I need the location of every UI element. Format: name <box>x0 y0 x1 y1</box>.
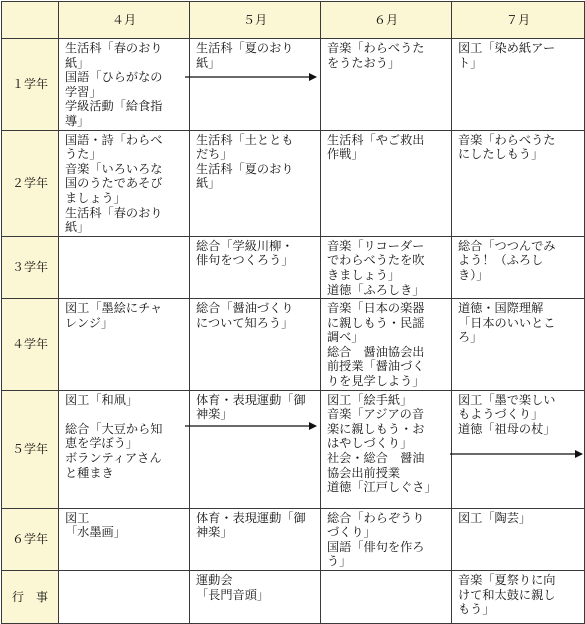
activity-text-line: 生活科「春のおり <box>65 205 163 220</box>
activity-text-line: 音楽「わらべうた <box>327 41 425 55</box>
activity-text-line: 社会・総合 醤油 <box>327 451 425 466</box>
row-label-grade-3: ３学年 <box>2 236 59 298</box>
activity-text-line: 図工「和凧」 <box>65 392 139 407</box>
activity-text-line: ろ」 <box>458 330 483 345</box>
cell-events-june <box>321 571 452 624</box>
cell-grade-1-may <box>190 39 321 131</box>
activity-text-line: 協会出前授業 <box>327 465 401 480</box>
activity-text-line: 神楽」 <box>196 525 233 540</box>
activity-text-line: 総合「学級川柳・ <box>196 238 294 253</box>
cell-grade-4-june <box>321 299 452 391</box>
activity-text-line: 音楽「アジアの音 <box>327 407 425 422</box>
activity-text-line: ボランティアさん <box>65 451 162 466</box>
row-events <box>2 571 585 624</box>
cell-grade-3-june <box>321 236 452 298</box>
activity-text-line: うた」 <box>65 147 102 162</box>
curriculum-schedule-table <box>1 1 585 624</box>
month-header-april: ４月 <box>59 2 190 39</box>
activity-text-line: をうたおう」 <box>327 55 401 70</box>
activity-text-line: 図工「陶芸」 <box>458 510 532 525</box>
cell-grade-4-april <box>59 299 190 391</box>
corner-cell <box>2 2 59 39</box>
activity-text-line: 運動会 <box>196 573 233 588</box>
activity-text-line: 生活科「夏のおり <box>196 161 294 176</box>
activity-text-line: 学級活動「給食指 <box>65 99 163 114</box>
row-label-grade-2: ２学年 <box>2 130 59 236</box>
activity-text-line: 音楽「日本の楽器 <box>327 301 425 316</box>
cell-grade-6-april <box>59 508 190 570</box>
activity-text-line: 総合「つつんでみ <box>458 238 556 253</box>
activity-text-line: 音楽「リコーダー <box>327 238 425 253</box>
activity-text-line: よう！（ふろし <box>458 253 544 268</box>
activity-text-line: 紙」 <box>196 55 221 70</box>
activity-text-line: けて和太鼓に親し <box>458 587 556 602</box>
activity-text-line: 紙」 <box>196 176 221 191</box>
activity-text-line: 道徳「ふろしき」 <box>327 282 425 297</box>
activity-text-line: きましょう」 <box>327 267 401 282</box>
row-label-grade-6: ６学年 <box>2 508 59 570</box>
row-label-grade-1: １学年 <box>2 39 59 131</box>
cell-grade-3-july <box>452 236 585 298</box>
activity-text-line: 音楽「夏祭りに向 <box>458 573 556 588</box>
activity-text-line: もようづくり」 <box>458 407 544 422</box>
activity-text-line: 道徳「江戸しぐさ」 <box>327 480 437 495</box>
activity-text-line: りを見学しよう」 <box>327 374 425 389</box>
activity-text-line: き）」 <box>458 267 489 282</box>
month-header-june: ６月 <box>321 2 452 39</box>
cell-grade-1-april <box>59 39 190 131</box>
activity-text-line: 図工「墨で楽しい <box>458 392 556 407</box>
activity-text-line: ましょう」 <box>65 190 126 205</box>
activity-text-line: 道徳・国際理解 <box>458 301 544 316</box>
activity-text-line: 図工 <box>65 510 90 525</box>
activity-text-line: 「水墨画」 <box>65 525 126 540</box>
row-grade-6 <box>2 508 585 570</box>
activity-text-line: 学習」 <box>65 84 102 99</box>
activity-text-line: 国語「ひらがなの <box>65 70 163 85</box>
activity-text-line: 国語「俳句を作ろ <box>327 539 425 554</box>
activity-text-line: 体育・表現運動「御 <box>196 510 306 525</box>
cell-grade-1-june <box>321 39 452 131</box>
activity-text-line: 体育・表現運動「御 <box>196 392 306 407</box>
row-grade-3 <box>2 236 585 298</box>
activity-text-line: レンジ」 <box>65 315 114 330</box>
activity-text-line: と種まき <box>65 465 114 480</box>
activity-text-line: 国のうたであそび <box>65 176 163 191</box>
cell-events-april <box>59 571 190 624</box>
cell-grade-3-april <box>59 236 190 298</box>
month-header-may: ５月 <box>190 2 321 39</box>
cell-grade-2-june <box>321 130 452 236</box>
activity-text-line: ト」 <box>458 55 483 70</box>
cell-grade-4-july <box>452 299 585 391</box>
cell-grade-5-april <box>59 390 190 508</box>
cell-grade-5-july <box>452 390 585 508</box>
cell-grade-3-may <box>190 236 321 298</box>
activity-text-line: 国語・詩「わらべ <box>65 132 163 147</box>
activity-text-line: 作戦」 <box>327 147 364 162</box>
activity-text-line: もう」 <box>458 602 495 617</box>
activity-text-line: 「日本のいいとこ <box>458 315 556 330</box>
cell-grade-6-july <box>452 508 585 570</box>
activity-text-line: 「長門音頭」 <box>196 587 270 602</box>
activity-text-line: 楽に親しもう・お <box>327 421 425 436</box>
cell-grade-6-may <box>190 508 321 570</box>
activity-text-line <box>65 407 185 422</box>
row-grade-2 <box>2 130 585 236</box>
activity-text-line: 生活科「夏のおり <box>196 41 294 55</box>
activity-text-line: 導」 <box>65 113 90 128</box>
row-grade-5 <box>2 390 585 508</box>
activity-text-line: 生活科「土ととも <box>196 132 294 147</box>
row-label-grade-5: ５学年 <box>2 390 59 508</box>
month-header-row <box>2 2 585 39</box>
cell-grade-2-may <box>190 130 321 236</box>
activity-text-line: はやしづくり」 <box>327 436 413 451</box>
activity-text-line: 生活科「春のおり <box>65 41 163 55</box>
activity-text-line: 紙」 <box>65 220 90 235</box>
cell-grade-1-july <box>452 39 585 131</box>
cell-grade-5-june <box>321 390 452 508</box>
activity-text-line: 音楽「いろいろな <box>65 161 163 176</box>
activity-text-line: 音楽「わらべうた <box>458 132 556 147</box>
month-header-july: ７月 <box>452 2 585 39</box>
row-label-events: 行 事 <box>2 571 59 624</box>
activity-text-line: 道徳「祖母の杖」 <box>458 421 556 436</box>
cell-grade-2-july <box>452 130 585 236</box>
activity-text-line: にしたしもう」 <box>458 147 544 162</box>
activity-text-line: でわらべうたを吹 <box>327 253 425 268</box>
row-grade-1 <box>2 39 585 131</box>
activity-text-line: について知ろう」 <box>196 315 294 330</box>
activity-text-line: 図工「墨絵にチャ <box>65 301 163 316</box>
activity-text-line: 恵を学ぼう」 <box>65 436 139 451</box>
activity-text-line: う」 <box>327 554 352 569</box>
activity-text-line: 総合 醤油協会出 <box>327 344 425 359</box>
cell-events-may <box>190 571 321 624</box>
activity-text-line: 紙」 <box>65 55 90 70</box>
activity-text-line: 調べ」 <box>327 330 364 345</box>
activity-text-line: 図工「絵手紙」 <box>327 392 413 407</box>
activity-text-line: 神楽」 <box>196 407 233 422</box>
activity-text-line: 総合「醤油づくり <box>196 301 294 316</box>
cell-events-july <box>452 571 585 624</box>
activity-text-line: 生活科「やご救出 <box>327 132 425 147</box>
activity-text-line: 俳句をつくろう」 <box>196 253 294 268</box>
cell-grade-5-may <box>190 390 321 508</box>
activity-text-line: 前授業「醤油づく <box>327 359 425 374</box>
activity-text-line: づくり」 <box>327 525 376 540</box>
cell-grade-2-april <box>59 130 190 236</box>
cell-grade-6-june <box>321 508 452 570</box>
activity-text-line: 総合「わらぞうり <box>327 510 425 525</box>
activity-text-line: 総合「大豆から知 <box>65 421 163 436</box>
activity-text-line: に親しもう・民謡 <box>327 315 425 330</box>
row-label-grade-4: ４学年 <box>2 299 59 391</box>
activity-text-line: 図工「染め紙アー <box>458 41 556 55</box>
activity-text-line: だち」 <box>196 147 233 162</box>
cell-grade-4-may <box>190 299 321 391</box>
row-grade-4 <box>2 299 585 391</box>
